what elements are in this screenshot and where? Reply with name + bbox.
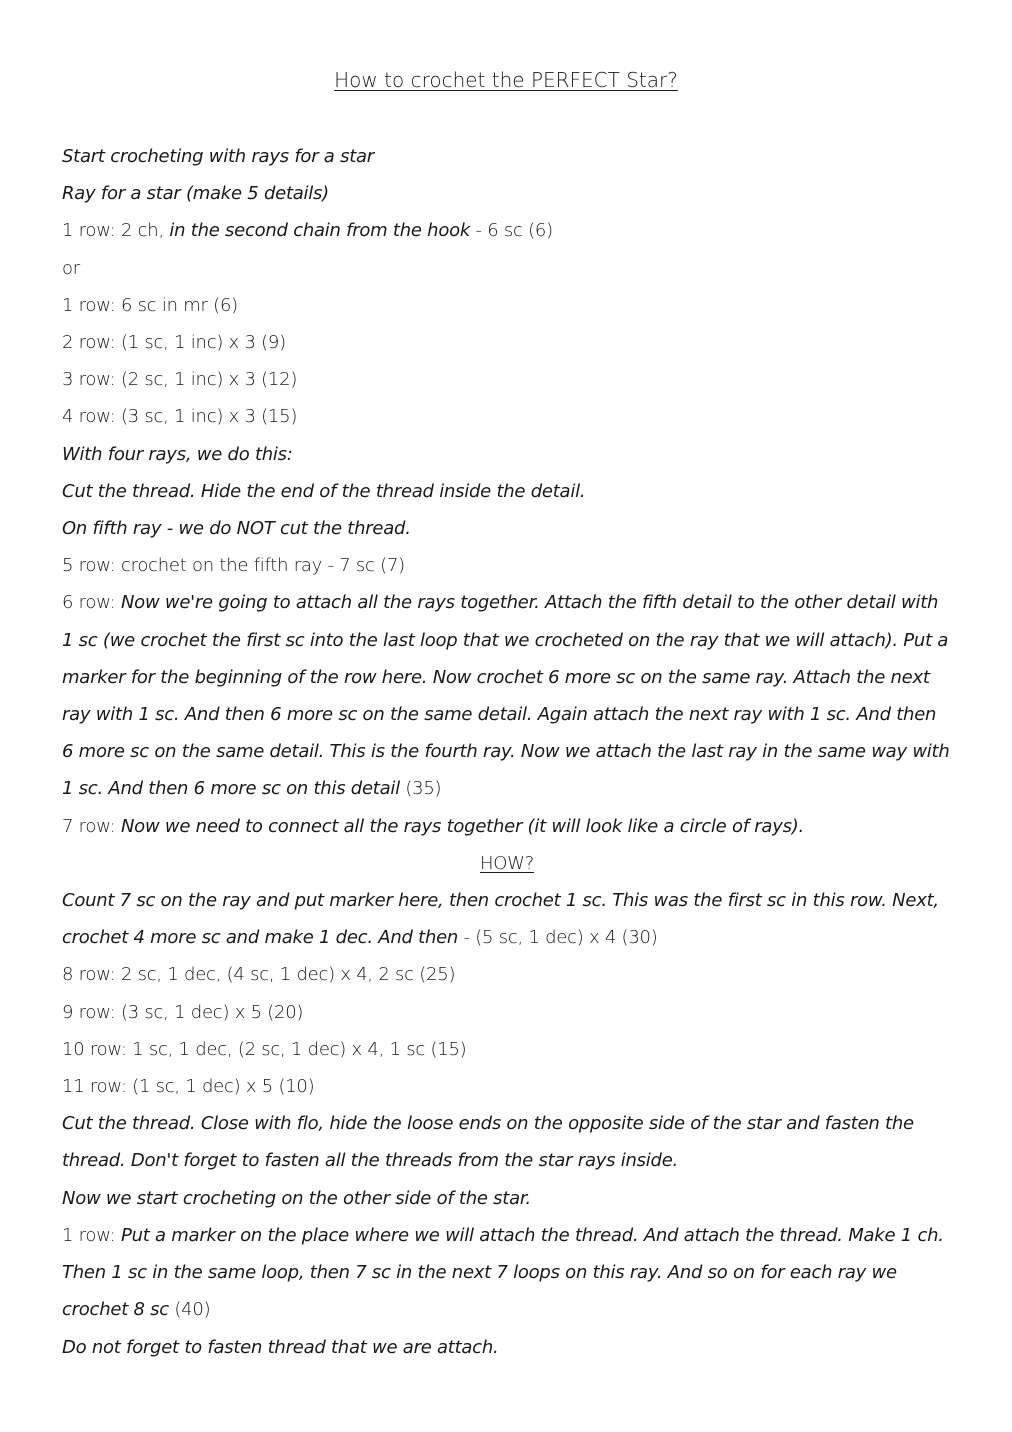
row-6: 6 row: Now we're going to attach all the rays together. Attach the fifth detail to the other detail with 1 sc (we crochet the first sc into the last loop that we crocheted on the ray that we will attach). Put a marker for the beginning of the row here. Now crochet 6 more sc on the same ray. Attach the next ray with 1 sc. And then 6 more sc on the same detail. Again attach the next ray with 1 sc. And then 6 more sc on the same detail. This is the fourth ray. Now we attach the last ray in the same way with 1 sc. And then 6 more sc on this detail (35) xyxy=(62,592,950,800)
final-note: Do not forget to fasten thread that we are attach. xyxy=(62,1336,499,1358)
instructions-body xyxy=(62,138,952,1366)
cut-note: Cut the thread. Hide the end of the thread inside the detail. xyxy=(62,480,586,502)
how-heading: HOW? xyxy=(479,852,535,874)
row-10: 10 row: 1 sc, 1 dec, (2 sc, 1 dec) x 4, 1 sc (15) xyxy=(62,1038,467,1060)
row-1-chain: 1 row: 2 ch, in the second chain from the hook - 6 sc (6) xyxy=(62,220,553,242)
intro-line: Start crocheting with rays for a star xyxy=(62,146,374,167)
row-9: 9 row: (3 sc, 1 dec) x 5 (20) xyxy=(62,1001,304,1023)
ray-heading: Ray for a star (make 5 details) xyxy=(62,183,329,205)
row-3: 3 row: (2 sc, 1 inc) x 3 (12) xyxy=(62,369,298,391)
row-4: 4 row: (3 sc, 1 inc) x 3 (15) xyxy=(62,406,298,428)
row-8: 8 row: 2 sc, 1 dec, (4 sc, 1 dec) x 4, 2 sc (25) xyxy=(62,964,456,986)
row-1-mr: 1 row: 6 sc in mr (6) xyxy=(62,294,238,316)
row-7: 7 row: Now we need to connect all the rays together (it will look like a circle of rays). xyxy=(62,815,804,837)
four-rays-note: With four rays, we do this: xyxy=(62,443,293,465)
row-5: 5 row: crochet on the fifth ray - 7 sc (7) xyxy=(62,555,405,577)
row-11: 11 row: (1 sc, 1 dec) x 5 (10) xyxy=(62,1076,315,1098)
page-title xyxy=(0,67,1012,93)
finish-note: Cut the thread. Close with flo, hide the loose ends on the opposite side of the star and fasten the thread. Don't forget to fasten all the threads from the star rays inside. xyxy=(62,1113,914,1172)
or-line: or xyxy=(62,257,80,279)
page-title-text: How to crochet the PERFECT Star? xyxy=(334,68,678,92)
row-2: 2 row: (1 sc, 1 inc) x 3 (9) xyxy=(62,332,286,354)
count-instructions: Count 7 sc on the ray and put marker here, then crochet 1 sc. This was the first sc in this row. Next, crochet 4 more sc and make 1 dec. And then - (5 sc, 1 dec) x 4 (30) xyxy=(62,890,939,949)
fifth-ray-note: On fifth ray - we do NOT cut the thread. xyxy=(62,518,411,540)
other-side-row-1: 1 row: Put a marker on the place where we will attach the thread. And attach the thread. Make 1 ch. Then 1 sc in the same loop, then 7 sc in the next 7 loops on this ray. And so on for each ray we crochet 8 sc (40) xyxy=(62,1224,944,1321)
other-side-note: Now we start crocheting on the other side of the star. xyxy=(62,1187,531,1209)
